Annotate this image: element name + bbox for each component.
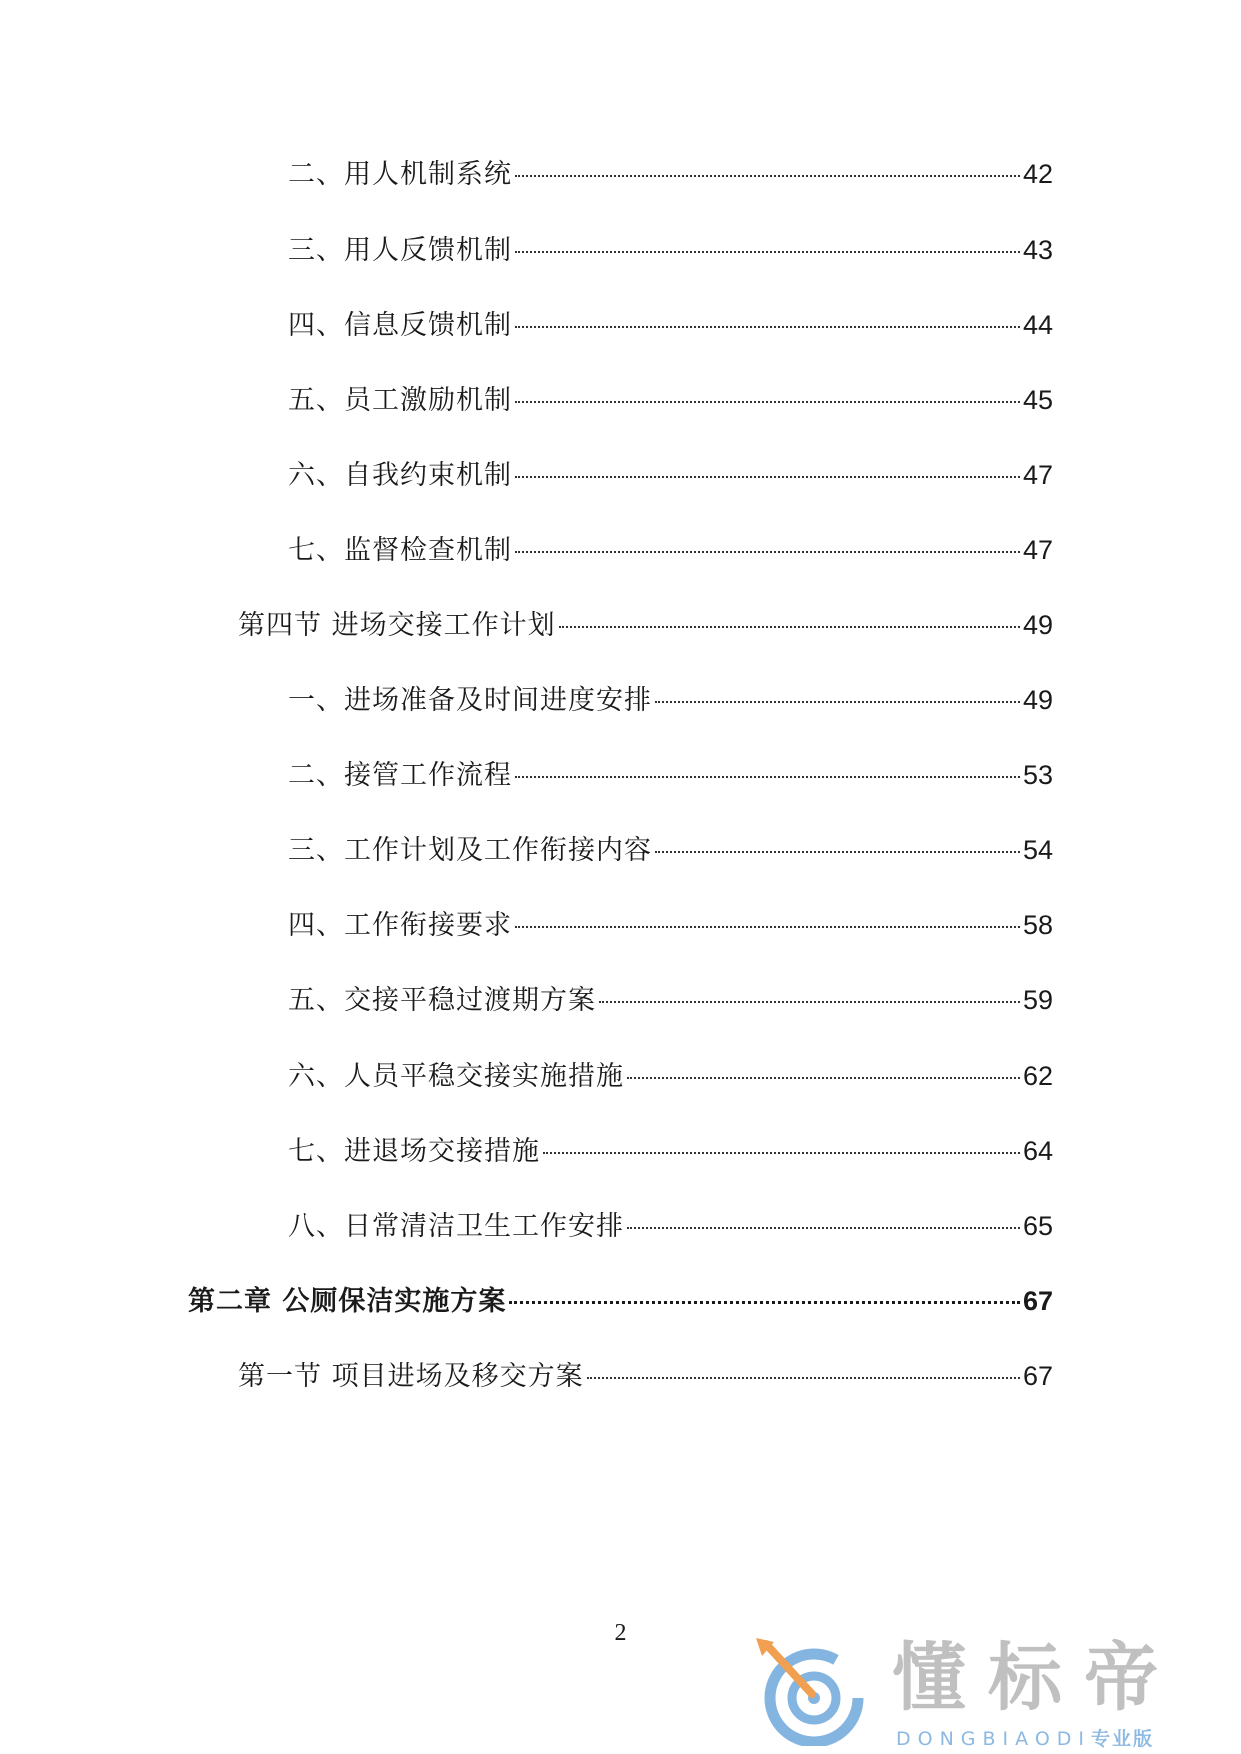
target-arrow-icon xyxy=(752,1636,870,1746)
toc-dot-leader xyxy=(515,251,1020,253)
toc-entry-label: 六、人员平稳交接实施措施 xyxy=(288,1061,624,1092)
toc-entry[interactable] xyxy=(288,532,1053,568)
toc-dot-leader xyxy=(627,1077,1020,1079)
toc-entry[interactable] xyxy=(288,232,1053,268)
toc-entry-page: 53 xyxy=(1022,760,1053,790)
toc-entry-page: 54 xyxy=(1022,835,1053,865)
toc-entry-page: 49 xyxy=(1022,685,1053,715)
toc-entry-label: 一、进场准备及时间进度安排 xyxy=(288,685,652,716)
toc-entry[interactable] xyxy=(288,982,1053,1018)
toc-entry-page: 42 xyxy=(1022,159,1053,189)
toc-entry-label: 三、用人反馈机制 xyxy=(288,235,512,266)
toc-dot-leader xyxy=(587,1377,1020,1379)
toc-entry[interactable] xyxy=(288,307,1053,343)
watermark xyxy=(742,1632,1222,1750)
toc-dot-leader xyxy=(559,626,1020,628)
toc-entry[interactable] xyxy=(288,907,1053,943)
toc-entry-page: 47 xyxy=(1022,460,1053,490)
toc-chapter-entry[interactable] xyxy=(188,1283,1053,1319)
toc-entry-page: 43 xyxy=(1022,235,1053,265)
toc-entry[interactable] xyxy=(288,457,1053,493)
toc-entry-label: 五、员工激励机制 xyxy=(288,385,512,416)
toc-entry-label: 第二章 公厕保洁实施方案 xyxy=(188,1286,507,1317)
toc-entry-label: 三、工作计划及工作衔接内容 xyxy=(288,835,652,866)
toc-dot-leader xyxy=(515,776,1020,778)
toc-dot-leader xyxy=(515,326,1020,328)
toc-entry[interactable] xyxy=(288,1208,1053,1244)
toc-entry[interactable] xyxy=(288,1058,1053,1094)
watermark-brand: 懂标帝 xyxy=(892,1635,1180,1721)
toc-entry-label: 七、进退场交接措施 xyxy=(288,1136,540,1167)
toc-entry-label: 八、日常清洁卫生工作安排 xyxy=(288,1211,624,1242)
toc-entry-page: 47 xyxy=(1022,535,1053,565)
toc-dot-leader xyxy=(515,476,1020,478)
toc-dot-leader xyxy=(515,926,1020,928)
toc-entry[interactable] xyxy=(288,1133,1053,1169)
watermark-subtitle xyxy=(896,1724,1154,1751)
toc-dot-leader xyxy=(509,1301,1020,1304)
toc-dot-leader xyxy=(599,1001,1020,1003)
toc-dot-leader xyxy=(515,175,1020,177)
toc-entry[interactable] xyxy=(288,156,1053,192)
toc-entry-page: 58 xyxy=(1022,910,1053,940)
toc-entry-label: 七、监督检查机制 xyxy=(288,535,512,566)
toc-entry-page: 44 xyxy=(1022,310,1053,340)
toc-entry[interactable] xyxy=(288,682,1053,718)
toc-dot-leader xyxy=(515,551,1020,553)
toc-entry-page: 64 xyxy=(1022,1136,1053,1166)
toc-entry-page: 67 xyxy=(1022,1286,1053,1316)
toc-entry-label: 四、工作衔接要求 xyxy=(288,910,512,941)
toc-entry-label: 第一节 项目进场及移交方案 xyxy=(238,1361,584,1392)
toc-entry[interactable] xyxy=(288,832,1053,868)
toc-entry-label: 四、信息反馈机制 xyxy=(288,310,512,341)
toc-dot-leader xyxy=(655,851,1020,853)
toc-entry-page: 49 xyxy=(1022,610,1053,640)
toc-entry-label: 五、交接平稳过渡期方案 xyxy=(288,985,596,1016)
toc-entry-label: 第四节 进场交接工作计划 xyxy=(238,610,556,641)
toc-entry-page: 62 xyxy=(1022,1061,1053,1091)
toc-entry[interactable] xyxy=(288,757,1053,793)
toc-entry-page: 67 xyxy=(1022,1361,1053,1391)
toc-entry-label: 二、用人机制系统 xyxy=(288,159,512,190)
toc-entry-page: 59 xyxy=(1022,985,1053,1015)
toc-entry-page: 65 xyxy=(1022,1211,1053,1241)
toc-dot-leader xyxy=(543,1152,1020,1154)
watermark-subtitle-latin: DONGBIAODI xyxy=(896,1728,1092,1750)
toc-entry[interactable] xyxy=(288,382,1053,418)
toc-dot-leader xyxy=(655,701,1020,703)
toc-entry[interactable] xyxy=(238,1358,1053,1394)
page-number: 2 xyxy=(614,1620,627,1646)
toc-entry[interactable] xyxy=(238,607,1053,643)
toc-entry-label: 六、自我约束机制 xyxy=(288,460,512,491)
toc-dot-leader xyxy=(515,401,1020,403)
toc-entry-page: 45 xyxy=(1022,385,1053,415)
watermark-subtitle-zh: 专业版 xyxy=(1091,1728,1155,1750)
toc-dot-leader xyxy=(627,1227,1020,1229)
toc-entry-label: 二、接管工作流程 xyxy=(288,760,512,791)
